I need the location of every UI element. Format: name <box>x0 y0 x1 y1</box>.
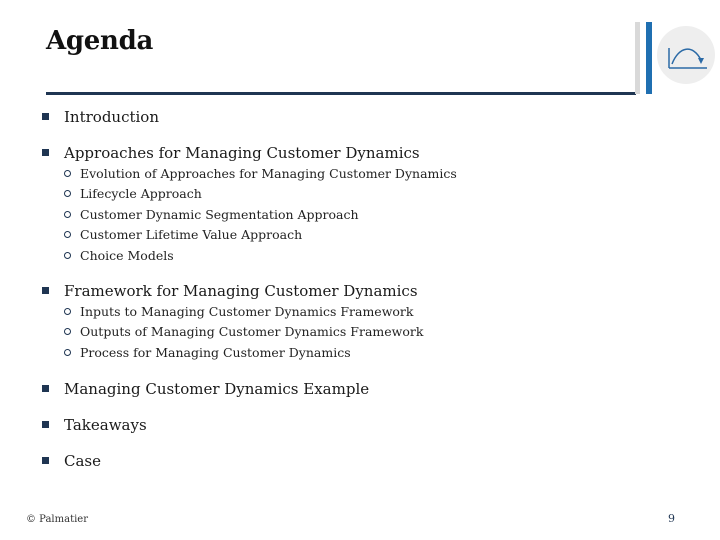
agenda-subitem <box>64 207 359 222</box>
agenda-item-label: Takeaways <box>64 416 147 434</box>
agenda-subitem-label: Inputs to Managing Customer Dynamics Framework <box>80 304 414 319</box>
square-bullet-icon <box>42 457 49 464</box>
ring-bullet-icon <box>64 231 71 238</box>
agenda-subitem <box>64 304 413 319</box>
agenda-item-label: Framework for Managing Customer Dynamics <box>64 282 418 300</box>
agenda-item-label: Introduction <box>64 108 159 126</box>
square-bullet-icon <box>42 385 49 392</box>
agenda-subitem <box>64 166 457 181</box>
agenda-subitem-label: Evolution of Approaches for Managing Customer Dynamics <box>80 166 457 181</box>
agenda-item <box>42 108 159 126</box>
agenda-item-label: Approaches for Managing Customer Dynamics <box>64 144 420 162</box>
ring-bullet-icon <box>64 211 71 218</box>
agenda-item-label: Managing Customer Dynamics Example <box>64 380 370 398</box>
ring-bullet-icon <box>64 308 71 315</box>
slide-title: Agenda <box>46 26 154 56</box>
agenda-subitem-label: Customer Dynamic Segmentation Approach <box>80 206 359 222</box>
agenda-subitem-label: Customer Lifetime Value Approach <box>80 227 303 243</box>
agenda-item <box>42 380 369 398</box>
ring-bullet-icon <box>64 170 71 177</box>
square-bullet-icon <box>42 113 49 120</box>
agenda-item <box>42 452 101 470</box>
agenda-item <box>42 416 147 434</box>
agenda-subitem <box>64 227 302 242</box>
agenda-subitem <box>64 324 423 339</box>
square-bullet-icon <box>42 421 49 428</box>
square-bullet-icon <box>42 287 49 294</box>
agenda-subitem-label: Lifecycle Approach <box>80 186 202 202</box>
agenda-item <box>42 282 418 300</box>
ring-bullet-icon <box>64 190 71 197</box>
agenda-item-label: Case <box>64 452 101 470</box>
ring-bullet-icon <box>64 252 71 259</box>
page-number: 9 <box>668 512 675 525</box>
footer-copyright: © Palmatier <box>26 514 88 525</box>
agenda-subitem <box>64 186 202 201</box>
agenda-subitem <box>64 248 174 263</box>
square-bullet-icon <box>42 149 49 156</box>
agenda-subitem-label: Process for Managing Customer Dynamics <box>80 344 351 360</box>
agenda-subitem-label: Choice Models <box>80 247 174 263</box>
ring-bullet-icon <box>64 328 71 335</box>
agenda-item <box>42 144 420 162</box>
ring-bullet-icon <box>64 349 71 356</box>
agenda-subitem <box>64 345 351 360</box>
agenda-subitem-label: Outputs of Managing Customer Dynamics Framework <box>80 324 424 340</box>
